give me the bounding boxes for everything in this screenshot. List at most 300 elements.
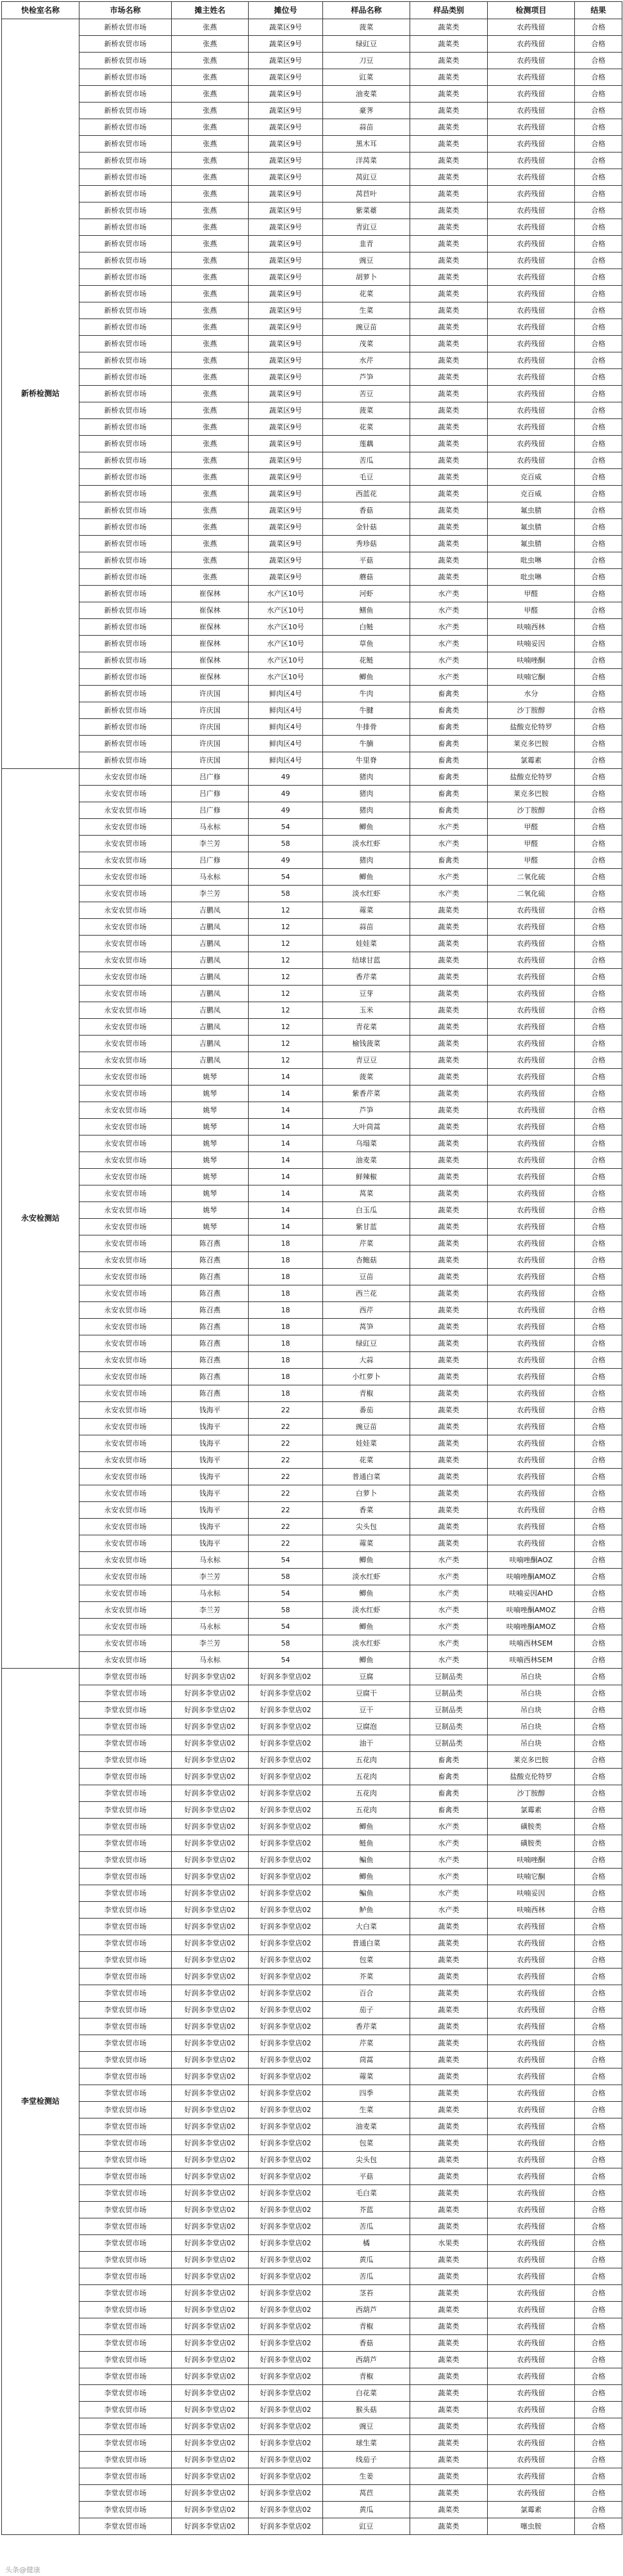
test-item-cell: 呋喃妥因AHD bbox=[488, 1585, 575, 1602]
result-cell: 合格 bbox=[575, 2135, 622, 2152]
result-cell: 合格 bbox=[575, 202, 622, 219]
result-cell: 合格 bbox=[575, 869, 622, 886]
category-cell: 水产类 bbox=[410, 1652, 488, 1669]
table-row bbox=[2, 1319, 622, 1335]
sample-cell: 西芹 bbox=[323, 1302, 410, 1319]
table-row bbox=[2, 2452, 622, 2468]
sample-cell: 花菜 bbox=[323, 419, 410, 436]
table-row bbox=[2, 136, 622, 153]
table-row bbox=[2, 269, 622, 286]
sample-cell: 苦瓜 bbox=[323, 2218, 410, 2235]
stall-cell: 18 bbox=[249, 1252, 323, 1269]
result-cell: 合格 bbox=[575, 86, 622, 103]
test-item-cell: 农药残留 bbox=[488, 302, 575, 319]
stall-cell: 54 bbox=[249, 1552, 323, 1569]
stall-cell: 14 bbox=[249, 1119, 323, 1135]
market-cell: 李堂农贸市场 bbox=[79, 2218, 172, 2235]
vendor-cell: 吉鹏凤 bbox=[172, 952, 249, 969]
market-cell: 永安农贸市场 bbox=[79, 1269, 172, 1285]
stall-cell: 蔬菜区9号 bbox=[249, 352, 323, 369]
table-row bbox=[2, 1885, 622, 1902]
sample-cell: 豌豆苗 bbox=[323, 1419, 410, 1435]
category-cell: 蔬菜类 bbox=[410, 86, 488, 103]
stall-cell: 58 bbox=[249, 836, 323, 852]
table-row bbox=[2, 1086, 622, 1102]
market-cell: 新桥农贸市场 bbox=[79, 636, 172, 652]
result-cell: 合格 bbox=[575, 1885, 622, 1902]
category-cell: 畜禽类 bbox=[410, 1785, 488, 1802]
sample-cell: 猴头菇 bbox=[323, 2402, 410, 2418]
table-row bbox=[2, 2302, 622, 2318]
test-item-cell: 盐酸克伦特罗 bbox=[488, 769, 575, 786]
category-cell: 蔬菜类 bbox=[410, 1036, 488, 1052]
test-item-cell: 农药残留 bbox=[488, 1335, 575, 1352]
sample-cell: 菠菜 bbox=[323, 1069, 410, 1086]
vendor-cell: 张燕 bbox=[172, 302, 249, 319]
category-cell: 蔬菜类 bbox=[410, 69, 488, 86]
test-item-cell: 农药残留 bbox=[488, 319, 575, 336]
stall-cell: 54 bbox=[249, 1619, 323, 1635]
market-cell: 李堂农贸市场 bbox=[79, 1819, 172, 1835]
test-item-cell: 甲醛 bbox=[488, 852, 575, 869]
category-cell: 水产类 bbox=[410, 1635, 488, 1652]
test-item-cell: 农药残留 bbox=[488, 2368, 575, 2385]
category-cell: 蔬菜类 bbox=[410, 1419, 488, 1435]
test-item-cell: 农药残留 bbox=[488, 936, 575, 952]
table-row bbox=[2, 819, 622, 836]
sample-cell: 包菜 bbox=[323, 2135, 410, 2152]
vendor-cell: 张燕 bbox=[172, 369, 249, 386]
result-cell: 合格 bbox=[575, 486, 622, 502]
vendor-cell: 好润多李堂店02 bbox=[172, 2118, 249, 2135]
table-row bbox=[2, 1969, 622, 1985]
test-item-cell: 呋喃唑酮AOZ bbox=[488, 1552, 575, 1569]
sample-cell: 结球甘蓝 bbox=[323, 952, 410, 969]
stall-cell: 蔬菜区9号 bbox=[249, 302, 323, 319]
category-cell: 蔬菜类 bbox=[410, 169, 488, 186]
result-cell: 合格 bbox=[575, 1036, 622, 1052]
sample-cell: 草鱼 bbox=[323, 636, 410, 652]
category-cell: 蔬菜类 bbox=[410, 419, 488, 436]
stall-cell: 蔬菜区9号 bbox=[249, 269, 323, 286]
sample-cell: 牛里脊 bbox=[323, 752, 410, 769]
sample-cell: 芦笋 bbox=[323, 1102, 410, 1119]
sample-cell: 球生菜 bbox=[323, 2435, 410, 2452]
table-row bbox=[2, 53, 622, 69]
test-item-cell: 农药残留 bbox=[488, 2385, 575, 2402]
stall-cell: 14 bbox=[249, 1135, 323, 1152]
table-row bbox=[2, 1419, 622, 1435]
market-cell: 新桥农贸市场 bbox=[79, 269, 172, 286]
sample-cell: 平菇 bbox=[323, 2168, 410, 2185]
sample-cell: 尖头包 bbox=[323, 1519, 410, 1535]
table-row bbox=[2, 2035, 622, 2052]
result-cell: 合格 bbox=[575, 36, 622, 53]
category-cell: 蔬菜类 bbox=[410, 1069, 488, 1086]
sample-cell: 青椒 bbox=[323, 2318, 410, 2335]
result-cell: 合格 bbox=[575, 1219, 622, 1235]
category-cell: 蔬菜类 bbox=[410, 1235, 488, 1252]
sample-cell: 豇菜 bbox=[323, 69, 410, 86]
result-cell: 合格 bbox=[575, 1452, 622, 1469]
market-cell: 新桥农贸市场 bbox=[79, 602, 172, 619]
vendor-cell: 崔保林 bbox=[172, 669, 249, 686]
result-cell: 合格 bbox=[575, 352, 622, 369]
vendor-cell: 吉鹏凤 bbox=[172, 969, 249, 986]
result-cell: 合格 bbox=[575, 103, 622, 119]
stall-cell: 蔬菜区9号 bbox=[249, 519, 323, 536]
result-cell: 合格 bbox=[575, 1685, 622, 1702]
vendor-cell: 好润多李堂店02 bbox=[172, 1869, 249, 1885]
vendor-cell: 陈召燕 bbox=[172, 1352, 249, 1369]
market-cell: 新桥农贸市场 bbox=[79, 519, 172, 536]
table-row bbox=[2, 2019, 622, 2035]
sample-cell: 蕹菜 bbox=[323, 2068, 410, 2085]
sample-cell: 油麦菜 bbox=[323, 1152, 410, 1169]
sample-cell: 鳊鱼 bbox=[323, 1885, 410, 1902]
category-cell: 蔬菜类 bbox=[410, 1052, 488, 1069]
sample-cell: 牛腩 bbox=[323, 736, 410, 752]
vendor-cell: 崔保林 bbox=[172, 636, 249, 652]
sample-cell: 金针菇 bbox=[323, 519, 410, 536]
test-item-cell: 莱克多巴胺 bbox=[488, 1752, 575, 1769]
stall-cell: 水产区10号 bbox=[249, 619, 323, 636]
sample-cell: 淡水红虾 bbox=[323, 836, 410, 852]
sample-cell: 油麦菜 bbox=[323, 2118, 410, 2135]
test-item-cell: 二氧化硫 bbox=[488, 886, 575, 902]
sample-cell: 线茄子 bbox=[323, 2452, 410, 2468]
stall-cell: 蔬菜区9号 bbox=[249, 536, 323, 552]
stall-cell: 蔬菜区9号 bbox=[249, 336, 323, 352]
sample-cell: 蘑菇 bbox=[323, 569, 410, 586]
vendor-cell: 张燕 bbox=[172, 352, 249, 369]
market-cell: 李堂农贸市场 bbox=[79, 1852, 172, 1869]
market-cell: 新桥农贸市场 bbox=[79, 252, 172, 269]
table-row bbox=[2, 2218, 622, 2235]
vendor-cell: 姚琴 bbox=[172, 1102, 249, 1119]
result-cell: 合格 bbox=[575, 1169, 622, 1185]
vendor-cell: 陈召燕 bbox=[172, 1369, 249, 1385]
test-item-cell: 农药残留 bbox=[488, 219, 575, 236]
sample-cell: 刀豆 bbox=[323, 53, 410, 69]
market-cell: 永安农贸市场 bbox=[79, 1185, 172, 1202]
result-cell: 合格 bbox=[575, 1985, 622, 2002]
market-cell: 永安农贸市场 bbox=[79, 936, 172, 952]
market-cell: 新桥农贸市场 bbox=[79, 186, 172, 202]
category-cell: 蔬菜类 bbox=[410, 2168, 488, 2185]
market-cell: 永安农贸市场 bbox=[79, 1002, 172, 1019]
table-row bbox=[2, 519, 622, 536]
vendor-cell: 崔保林 bbox=[172, 586, 249, 602]
category-cell: 畜禽类 bbox=[410, 686, 488, 702]
table-row bbox=[2, 1402, 622, 1419]
table-row bbox=[2, 452, 622, 469]
result-cell: 合格 bbox=[575, 1819, 622, 1835]
stall-cell: 14 bbox=[249, 1202, 323, 1219]
stall-cell: 鲜肉区4号 bbox=[249, 702, 323, 719]
test-item-cell: 农药残留 bbox=[488, 1369, 575, 1385]
category-cell: 蔬菜类 bbox=[410, 252, 488, 269]
table-row bbox=[2, 602, 622, 619]
category-cell: 蔬菜类 bbox=[410, 2118, 488, 2135]
result-cell: 合格 bbox=[575, 1919, 622, 1935]
sample-cell: 西蓝花 bbox=[323, 486, 410, 502]
category-cell: 蔬菜类 bbox=[410, 2152, 488, 2168]
market-cell: 新桥农贸市场 bbox=[79, 119, 172, 136]
test-item-cell: 农药残留 bbox=[488, 186, 575, 202]
result-cell: 合格 bbox=[575, 2019, 622, 2035]
category-cell: 蔬菜类 bbox=[410, 936, 488, 952]
sample-cell: 娃娃菜 bbox=[323, 936, 410, 952]
table-row bbox=[2, 936, 622, 952]
header-vendor: 摊主姓名 bbox=[172, 2, 249, 19]
vendor-cell: 吕广修 bbox=[172, 769, 249, 786]
test-item-cell: 农药残留 bbox=[488, 902, 575, 919]
stall-cell: 好润多李堂店02 bbox=[249, 1702, 323, 1719]
vendor-cell: 张燕 bbox=[172, 486, 249, 502]
stall-cell: 好润多李堂店02 bbox=[249, 2252, 323, 2268]
vendor-cell: 好润多李堂店02 bbox=[172, 2435, 249, 2452]
test-item-cell: 呋喃妥因 bbox=[488, 636, 575, 652]
sample-cell: 花鲢 bbox=[323, 652, 410, 669]
category-cell: 蔬菜类 bbox=[410, 1919, 488, 1935]
sample-cell: 平菇 bbox=[323, 552, 410, 569]
test-item-cell: 农药残留 bbox=[488, 19, 575, 36]
vendor-cell: 许庆国 bbox=[172, 719, 249, 736]
sample-cell: 鲢鱼 bbox=[323, 1835, 410, 1852]
stall-cell: 水产区10号 bbox=[249, 602, 323, 619]
table-row bbox=[2, 169, 622, 186]
vendor-cell: 好润多李堂店02 bbox=[172, 2002, 249, 2019]
sample-cell: 芥菜 bbox=[323, 1969, 410, 1985]
market-cell: 新桥农贸市场 bbox=[79, 452, 172, 469]
test-item-cell: 呋喃它酮 bbox=[488, 1869, 575, 1885]
market-cell: 永安农贸市场 bbox=[79, 1602, 172, 1619]
stall-cell: 鲜肉区4号 bbox=[249, 736, 323, 752]
stall-cell: 蔬菜区9号 bbox=[249, 169, 323, 186]
sample-cell: 白鲢 bbox=[323, 619, 410, 636]
category-cell: 蔬菜类 bbox=[410, 902, 488, 919]
table-row bbox=[2, 1802, 622, 1819]
test-item-cell: 农药残留 bbox=[488, 2202, 575, 2218]
category-cell: 水产类 bbox=[410, 1835, 488, 1852]
stall-cell: 49 bbox=[249, 802, 323, 819]
table-row bbox=[2, 702, 622, 719]
result-cell: 合格 bbox=[575, 2418, 622, 2435]
market-cell: 永安农贸市场 bbox=[79, 1302, 172, 1319]
market-cell: 新桥农贸市场 bbox=[79, 153, 172, 169]
sample-cell: 莴笋 bbox=[323, 1319, 410, 1335]
category-cell: 蔬菜类 bbox=[410, 2435, 488, 2452]
market-cell: 永安农贸市场 bbox=[79, 919, 172, 936]
market-cell: 李堂农贸市场 bbox=[79, 2518, 172, 2535]
vendor-cell: 张燕 bbox=[172, 452, 249, 469]
vendor-cell: 好润多李堂店02 bbox=[172, 1919, 249, 1935]
stall-cell: 好润多李堂店02 bbox=[249, 1719, 323, 1735]
header-station: 快检室名称 bbox=[2, 2, 79, 19]
market-cell: 李堂农贸市场 bbox=[79, 1885, 172, 1902]
category-cell: 豆制品类 bbox=[410, 1719, 488, 1735]
test-item-cell: 农药残留 bbox=[488, 2318, 575, 2335]
table-row bbox=[2, 103, 622, 119]
test-item-cell: 农药残留 bbox=[488, 1119, 575, 1135]
market-cell: 永安农贸市场 bbox=[79, 886, 172, 902]
stall-cell: 54 bbox=[249, 869, 323, 886]
result-cell: 合格 bbox=[575, 669, 622, 686]
sample-cell: 鲜辣椒 bbox=[323, 1169, 410, 1185]
result-cell: 合格 bbox=[575, 119, 622, 136]
market-cell: 永安农贸市场 bbox=[79, 902, 172, 919]
category-cell: 蔬菜类 bbox=[410, 1385, 488, 1402]
result-cell: 合格 bbox=[575, 1152, 622, 1169]
vendor-cell: 张燕 bbox=[172, 103, 249, 119]
market-cell: 新桥农贸市场 bbox=[79, 286, 172, 302]
test-item-cell: 农药残留 bbox=[488, 1052, 575, 1069]
test-item-cell: 农药残留 bbox=[488, 1269, 575, 1285]
category-cell: 蔬菜类 bbox=[410, 569, 488, 586]
result-cell: 合格 bbox=[575, 269, 622, 286]
category-cell: 水产类 bbox=[410, 1585, 488, 1602]
market-cell: 李堂农贸市场 bbox=[79, 2335, 172, 2352]
vendor-cell: 钱海平 bbox=[172, 1469, 249, 1485]
result-cell: 合格 bbox=[575, 519, 622, 536]
vendor-cell: 好润多李堂店02 bbox=[172, 1852, 249, 1869]
table-row bbox=[2, 302, 622, 319]
test-item-cell: 呋喃西林SEM bbox=[488, 1635, 575, 1652]
market-cell: 李堂农贸市场 bbox=[79, 2168, 172, 2185]
market-cell: 李堂农贸市场 bbox=[79, 2268, 172, 2285]
stall-cell: 蔬菜区9号 bbox=[249, 386, 323, 402]
category-cell: 蔬菜类 bbox=[410, 2185, 488, 2202]
market-cell: 新桥农贸市场 bbox=[79, 352, 172, 369]
market-cell: 李堂农贸市场 bbox=[79, 2035, 172, 2052]
market-cell: 永安农贸市场 bbox=[79, 1335, 172, 1352]
market-cell: 新桥农贸市场 bbox=[79, 719, 172, 736]
result-cell: 合格 bbox=[575, 2352, 622, 2368]
vendor-cell: 好润多李堂店02 bbox=[172, 1885, 249, 1902]
result-cell: 合格 bbox=[575, 2368, 622, 2385]
sample-cell: 豌豆 bbox=[323, 252, 410, 269]
market-cell: 新桥农贸市场 bbox=[79, 736, 172, 752]
sample-cell: 五花肉 bbox=[323, 1752, 410, 1769]
test-item-cell: 农药残留 bbox=[488, 2235, 575, 2252]
vendor-cell: 好润多李堂店02 bbox=[172, 2152, 249, 2168]
category-cell: 水产类 bbox=[410, 1869, 488, 1885]
stall-cell: 14 bbox=[249, 1086, 323, 1102]
vendor-cell: 张燕 bbox=[172, 202, 249, 219]
result-cell: 合格 bbox=[575, 2068, 622, 2085]
test-item-cell: 农药残留 bbox=[488, 2485, 575, 2502]
vendor-cell: 张燕 bbox=[172, 386, 249, 402]
result-cell: 合格 bbox=[575, 419, 622, 436]
market-cell: 永安农贸市场 bbox=[79, 1102, 172, 1119]
table-row bbox=[2, 469, 622, 486]
test-item-cell: 农药残留 bbox=[488, 153, 575, 169]
stall-cell: 蔬菜区9号 bbox=[249, 136, 323, 153]
stall-cell: 14 bbox=[249, 1169, 323, 1185]
vendor-cell: 姚琴 bbox=[172, 1169, 249, 1185]
table-row bbox=[2, 1752, 622, 1769]
table-row bbox=[2, 2135, 622, 2152]
vendor-cell: 张燕 bbox=[172, 252, 249, 269]
table-row bbox=[2, 1835, 622, 1852]
vendor-cell: 好润多李堂店02 bbox=[172, 2085, 249, 2102]
vendor-cell: 张燕 bbox=[172, 36, 249, 53]
table-row bbox=[2, 2318, 622, 2335]
sample-cell: 水芹 bbox=[323, 352, 410, 369]
test-item-cell: 呋喃唑酮 bbox=[488, 652, 575, 669]
vendor-cell: 吉鹏凤 bbox=[172, 986, 249, 1002]
stall-cell: 22 bbox=[249, 1469, 323, 1485]
stall-cell: 蔬菜区9号 bbox=[249, 186, 323, 202]
test-item-cell: 农药残留 bbox=[488, 2085, 575, 2102]
market-cell: 新桥农贸市场 bbox=[79, 202, 172, 219]
table-row bbox=[2, 1785, 622, 1802]
test-item-cell: 农药残留 bbox=[488, 1285, 575, 1302]
category-cell: 蔬菜类 bbox=[410, 1086, 488, 1102]
result-cell: 合格 bbox=[575, 2318, 622, 2335]
test-item-cell: 农药残留 bbox=[488, 1485, 575, 1502]
table-row bbox=[2, 902, 622, 919]
stall-cell: 18 bbox=[249, 1285, 323, 1302]
result-cell: 合格 bbox=[575, 2168, 622, 2185]
sample-cell: 鲫鱼 bbox=[323, 869, 410, 886]
stall-cell: 好润多李堂店02 bbox=[249, 1952, 323, 1969]
vendor-cell: 马永标 bbox=[172, 1585, 249, 1602]
market-cell: 李堂农贸市场 bbox=[79, 1735, 172, 1752]
category-cell: 蔬菜类 bbox=[410, 2368, 488, 2385]
sample-cell: 淡水红虾 bbox=[323, 1602, 410, 1619]
market-cell: 新桥农贸市场 bbox=[79, 336, 172, 352]
category-cell: 蔬菜类 bbox=[410, 1485, 488, 1502]
vendor-cell: 张燕 bbox=[172, 419, 249, 436]
stall-cell: 12 bbox=[249, 1002, 323, 1019]
stall-cell: 好润多李堂店02 bbox=[249, 2402, 323, 2418]
test-item-cell: 农药残留 bbox=[488, 2185, 575, 2202]
stall-cell: 水产区10号 bbox=[249, 669, 323, 686]
category-cell: 蔬菜类 bbox=[410, 2352, 488, 2368]
stall-cell: 蔬菜区9号 bbox=[249, 286, 323, 302]
stall-cell: 22 bbox=[249, 1435, 323, 1452]
sample-cell: 鲫鱼 bbox=[323, 669, 410, 686]
result-cell: 合格 bbox=[575, 452, 622, 469]
market-cell: 永安农贸市场 bbox=[79, 1369, 172, 1385]
result-cell: 合格 bbox=[575, 2268, 622, 2285]
sample-cell: 淡水红虾 bbox=[323, 1635, 410, 1652]
result-cell: 合格 bbox=[575, 1519, 622, 1535]
vendor-cell: 好润多李堂店02 bbox=[172, 2352, 249, 2368]
result-cell: 合格 bbox=[575, 69, 622, 86]
stall-cell: 蔬菜区9号 bbox=[249, 469, 323, 486]
category-cell: 蔬菜类 bbox=[410, 2335, 488, 2352]
result-cell: 合格 bbox=[575, 1319, 622, 1335]
vendor-cell: 姚琴 bbox=[172, 1135, 249, 1152]
category-cell: 水产类 bbox=[410, 1619, 488, 1635]
market-cell: 李堂农贸市场 bbox=[79, 1702, 172, 1719]
result-cell: 合格 bbox=[575, 636, 622, 652]
category-cell: 水产类 bbox=[410, 836, 488, 852]
table-row bbox=[2, 852, 622, 869]
test-item-cell: 农药残留 bbox=[488, 2052, 575, 2068]
table-row bbox=[2, 1919, 622, 1935]
market-cell: 永安农贸市场 bbox=[79, 1152, 172, 1169]
vendor-cell: 张燕 bbox=[172, 236, 249, 252]
market-cell: 永安农贸市场 bbox=[79, 1086, 172, 1102]
category-cell: 蔬菜类 bbox=[410, 2385, 488, 2402]
market-cell: 李堂农贸市场 bbox=[79, 1835, 172, 1852]
sample-cell: 绿豇豆 bbox=[323, 1335, 410, 1352]
sample-cell: 豆腐 bbox=[323, 1669, 410, 1685]
